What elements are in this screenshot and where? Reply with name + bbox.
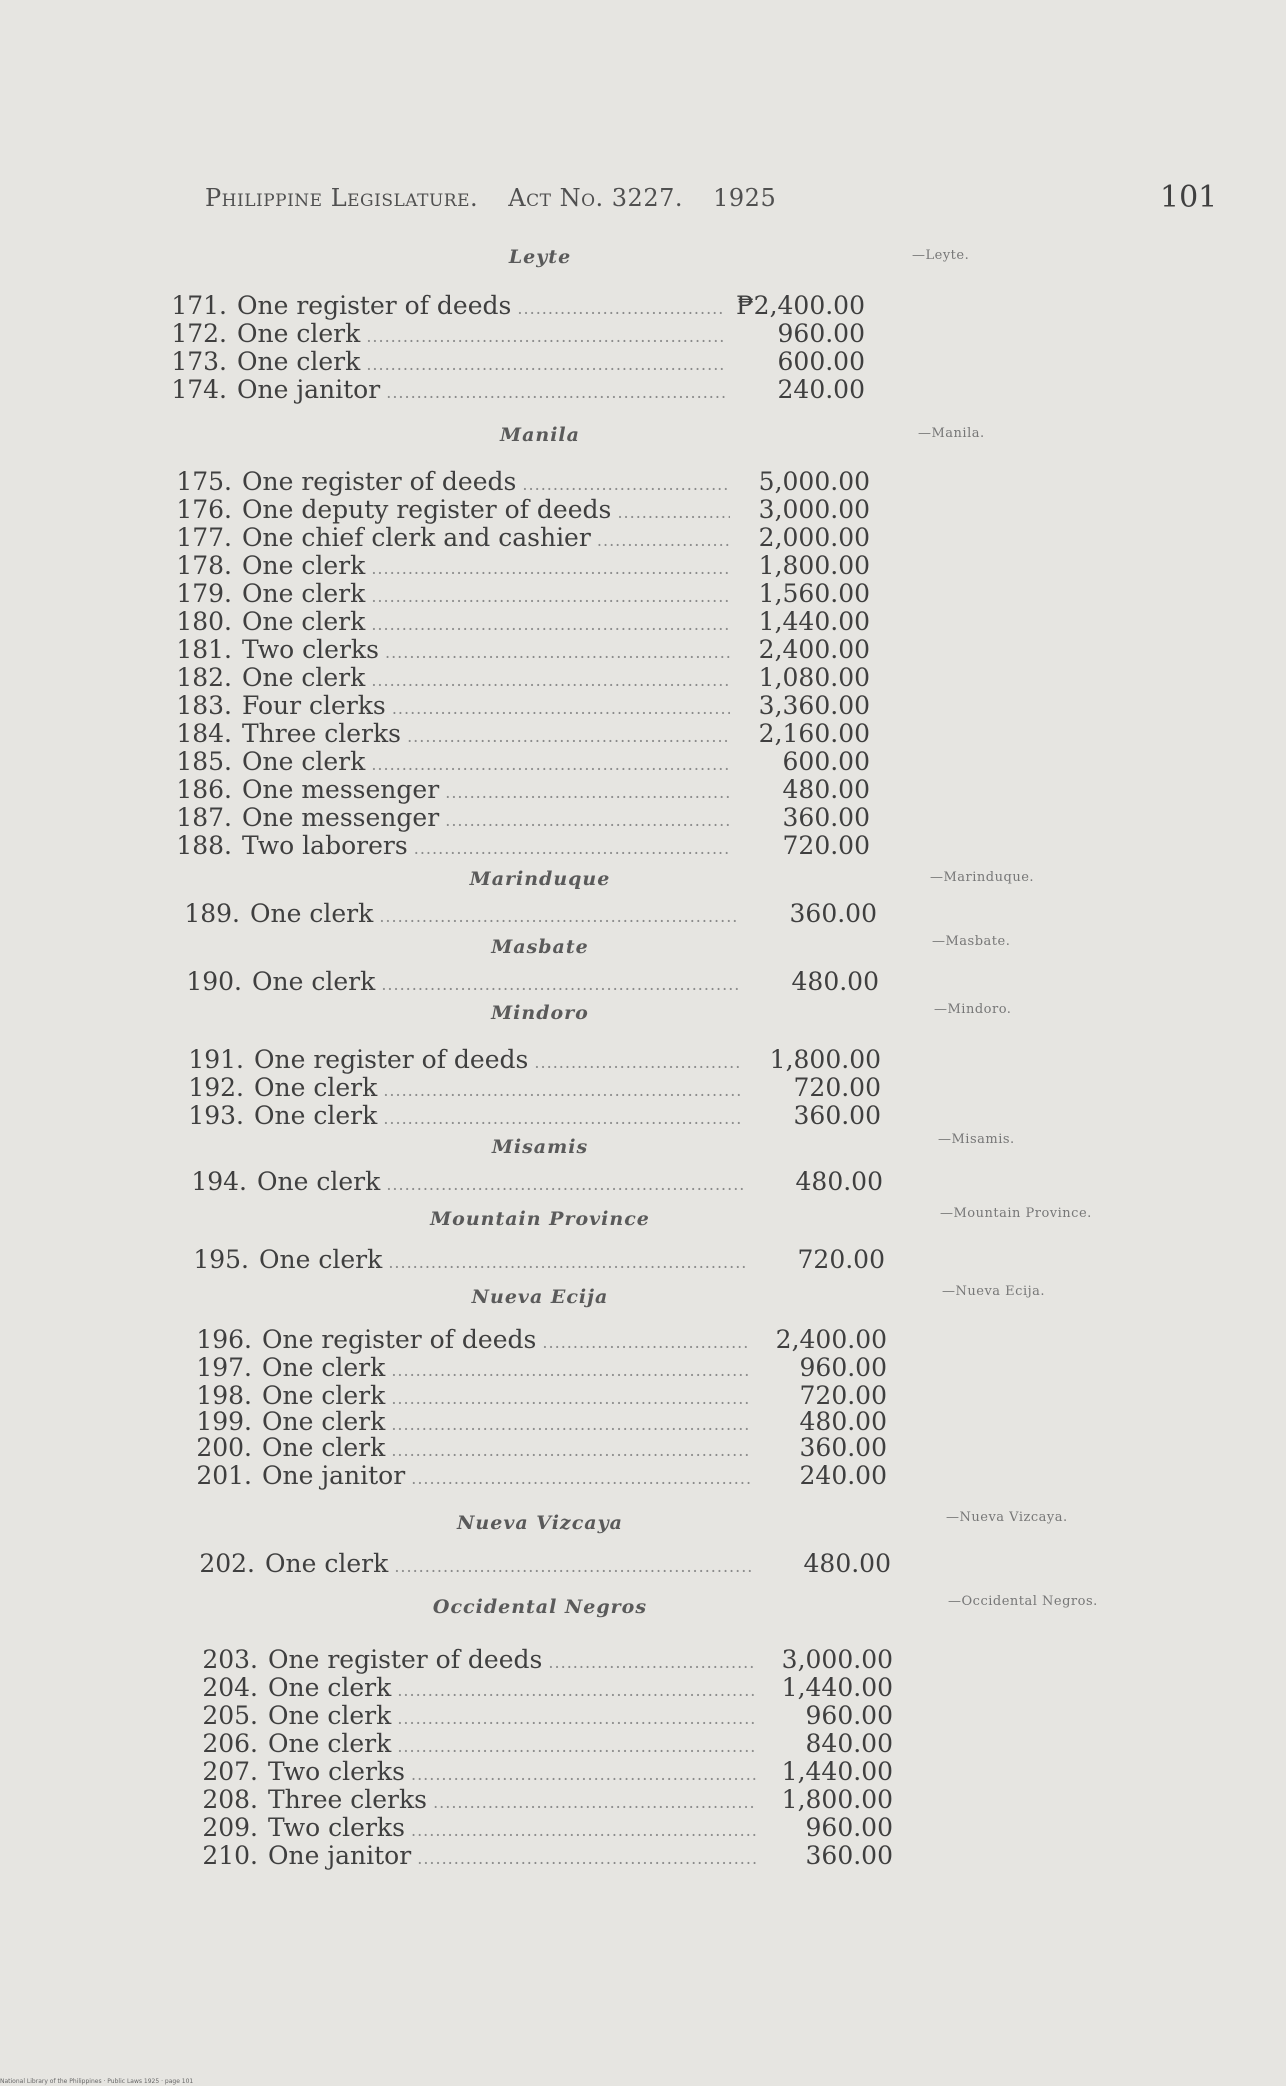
item-number: 196. xyxy=(196,1326,252,1354)
section-title: Masbate xyxy=(491,936,589,958)
item-description xyxy=(196,1702,756,1733)
item-number: 202. xyxy=(199,1550,255,1578)
item-description xyxy=(170,524,730,555)
item-text: One clerk xyxy=(262,1382,386,1410)
item-amount: 1,440.00 xyxy=(781,1757,893,1786)
item-description xyxy=(182,1102,742,1133)
margin-note: —Mindoro. xyxy=(934,1002,1012,1017)
margin-note: —Marinduque. xyxy=(930,870,1035,885)
item-amount: 480.00 xyxy=(791,967,879,996)
item-number: 171. xyxy=(171,292,227,320)
item-text: One register of deeds xyxy=(268,1646,543,1674)
item-description xyxy=(196,1674,756,1705)
item-number: 177. xyxy=(176,524,232,552)
item-description xyxy=(178,900,738,931)
item-text: One clerk xyxy=(262,1354,386,1382)
item-amount: 1,560.00 xyxy=(758,579,870,608)
item-text: Four clerks xyxy=(242,692,386,720)
item-text: Three clerks xyxy=(268,1786,427,1814)
item-text: One clerk xyxy=(242,608,366,636)
item-amount: 1,800.00 xyxy=(769,1045,881,1074)
margin-note: —Misamis. xyxy=(938,1132,1015,1147)
item-number: 178. xyxy=(176,552,232,580)
item-description xyxy=(170,748,730,779)
item-amount: 360.00 xyxy=(805,1841,893,1870)
section-title: Leyte xyxy=(508,246,572,268)
item-text: One register of deeds xyxy=(254,1046,529,1074)
item-text: One register of deeds xyxy=(237,292,512,320)
item-number: 180. xyxy=(176,608,232,636)
item-text: One register of deeds xyxy=(262,1326,537,1354)
item-description xyxy=(170,664,730,695)
item-amount: 480.00 xyxy=(803,1549,891,1578)
item-text: One register of deeds xyxy=(242,468,517,496)
item-description xyxy=(180,968,740,999)
item-description xyxy=(196,1786,756,1817)
item-description xyxy=(170,580,730,611)
item-description xyxy=(165,376,725,407)
item-amount: 360.00 xyxy=(799,1433,887,1462)
item-number: 173. xyxy=(171,348,227,376)
margin-note: —Mountain Province. xyxy=(940,1206,1092,1221)
item-text: Two clerks xyxy=(242,636,379,664)
item-number: 181. xyxy=(176,636,232,664)
margin-note: —Nueva Vizcaya. xyxy=(946,1510,1068,1525)
item-amount: 2,400.00 xyxy=(775,1325,887,1354)
item-number: 199. xyxy=(196,1408,252,1436)
item-amount: 960.00 xyxy=(777,319,865,348)
item-text: One clerk xyxy=(254,1102,378,1130)
item-number: 208. xyxy=(202,1786,258,1814)
item-description xyxy=(196,1730,756,1761)
item-description xyxy=(165,292,725,323)
section-title: Manila xyxy=(500,424,580,446)
item-amount: 480.00 xyxy=(799,1407,887,1436)
item-text: One clerk xyxy=(268,1730,392,1758)
item-description xyxy=(170,608,730,639)
margin-note: —Occidental Negros. xyxy=(948,1594,1098,1609)
item-amount: 1,800.00 xyxy=(781,1785,893,1814)
item-amount: 360.00 xyxy=(782,803,870,832)
item-amount: 480.00 xyxy=(782,775,870,804)
item-number: 195. xyxy=(193,1246,249,1274)
item-amount: 3,360.00 xyxy=(758,691,870,720)
item-description xyxy=(170,636,730,667)
item-number: 190. xyxy=(186,968,242,996)
running-header xyxy=(205,184,776,212)
item-amount: 600.00 xyxy=(777,347,865,376)
item-text: One messenger xyxy=(242,776,440,804)
item-number: 182. xyxy=(176,664,232,692)
item-amount: 960.00 xyxy=(805,1701,893,1730)
item-text: One clerk xyxy=(257,1168,381,1196)
item-amount: 360.00 xyxy=(793,1101,881,1130)
item-number: 198. xyxy=(196,1382,252,1410)
item-amount: 840.00 xyxy=(805,1729,893,1758)
item-text: One messenger xyxy=(242,804,440,832)
item-text: One clerk xyxy=(262,1434,386,1462)
item-description xyxy=(193,1550,753,1581)
header-act-number: Act No. 3227. xyxy=(508,184,683,212)
item-amount: 1,440.00 xyxy=(781,1673,893,1702)
item-text: Three clerks xyxy=(242,720,401,748)
item-number: 204. xyxy=(202,1674,258,1702)
item-number: 184. xyxy=(176,720,232,748)
section-title: Marinduque xyxy=(469,868,611,890)
item-amount: 480.00 xyxy=(795,1167,883,1196)
item-number: 185. xyxy=(176,748,232,776)
header-year: 1925 xyxy=(713,184,777,212)
item-number: 172. xyxy=(171,320,227,348)
item-text: One janitor xyxy=(268,1842,412,1870)
item-number: 188. xyxy=(176,832,232,860)
item-description xyxy=(182,1046,742,1077)
item-amount: 240.00 xyxy=(777,375,865,404)
item-description xyxy=(170,496,730,527)
item-description xyxy=(170,468,730,499)
item-number: 183. xyxy=(176,692,232,720)
item-text: One clerk xyxy=(254,1074,378,1102)
item-amount: ₱2,400.00 xyxy=(736,291,865,320)
item-amount: 2,400.00 xyxy=(758,635,870,664)
item-description xyxy=(196,1646,756,1677)
item-number: 193. xyxy=(188,1102,244,1130)
item-description xyxy=(190,1326,750,1357)
margin-note: —Masbate. xyxy=(932,934,1011,949)
item-number: 194. xyxy=(191,1168,247,1196)
item-amount: 2,000.00 xyxy=(758,523,870,552)
item-description xyxy=(165,320,725,351)
item-description xyxy=(190,1434,750,1465)
item-number: 200. xyxy=(196,1434,252,1462)
item-description xyxy=(187,1246,747,1277)
item-amount: 720.00 xyxy=(782,831,870,860)
section-title: Mountain Province xyxy=(430,1208,650,1230)
section-title: Nueva Vizcaya xyxy=(457,1512,623,1534)
item-text: One clerk xyxy=(250,900,374,928)
item-amount: 5,000.00 xyxy=(758,467,870,496)
item-amount: 960.00 xyxy=(805,1813,893,1842)
item-number: 203. xyxy=(202,1646,258,1674)
item-description xyxy=(170,552,730,583)
item-amount: 360.00 xyxy=(789,899,877,928)
item-description xyxy=(165,348,725,379)
item-description xyxy=(182,1074,742,1105)
item-description xyxy=(196,1814,756,1845)
item-text: One clerk xyxy=(242,552,366,580)
item-amount: 720.00 xyxy=(799,1381,887,1410)
item-text: One clerk xyxy=(259,1246,383,1274)
section-title: Misamis xyxy=(491,1136,589,1158)
page-number: 101 xyxy=(1160,180,1218,215)
item-number: 201. xyxy=(196,1462,252,1490)
item-number: 206. xyxy=(202,1730,258,1758)
item-number: 205. xyxy=(202,1702,258,1730)
item-text: One clerk xyxy=(237,320,361,348)
item-number: 179. xyxy=(176,580,232,608)
item-number: 187. xyxy=(176,804,232,832)
item-text: One clerk xyxy=(242,748,366,776)
item-description xyxy=(170,692,730,723)
item-text: Two clerks xyxy=(268,1814,405,1842)
item-number: 192. xyxy=(188,1074,244,1102)
item-amount: 600.00 xyxy=(782,747,870,776)
item-amount: 1,800.00 xyxy=(758,551,870,580)
item-description xyxy=(185,1168,745,1199)
item-description xyxy=(170,804,730,835)
item-amount: 2,160.00 xyxy=(758,719,870,748)
item-amount: 1,080.00 xyxy=(758,663,870,692)
item-description xyxy=(170,720,730,751)
item-amount: 3,000.00 xyxy=(758,495,870,524)
item-text: One clerk xyxy=(252,968,376,996)
item-amount: 720.00 xyxy=(797,1245,885,1274)
item-number: 176. xyxy=(176,496,232,524)
item-number: 197. xyxy=(196,1354,252,1382)
item-text: One janitor xyxy=(262,1462,406,1490)
item-amount: 960.00 xyxy=(799,1353,887,1382)
item-text: Two laborers xyxy=(242,832,408,860)
header-legislature: Philippine Legislature. xyxy=(205,184,479,212)
item-number: 189. xyxy=(184,900,240,928)
item-text: One janitor xyxy=(237,376,381,404)
margin-note: —Manila. xyxy=(918,426,985,441)
margin-note: —Nueva Ecija. xyxy=(942,1284,1046,1299)
section-title: Mindoro xyxy=(491,1002,589,1024)
item-text: One clerk xyxy=(242,580,366,608)
item-number: 186. xyxy=(176,776,232,804)
item-number: 174. xyxy=(171,376,227,404)
archive-footer: National Library of the Philippines · Public Laws 1925 · page 101 xyxy=(0,2078,194,2085)
item-text: One clerk xyxy=(237,348,361,376)
item-text: One clerk xyxy=(262,1408,386,1436)
item-number: 209. xyxy=(202,1814,258,1842)
item-description xyxy=(190,1462,750,1493)
item-number: 191. xyxy=(188,1046,244,1074)
item-description xyxy=(196,1758,756,1789)
section-title: Nueva Ecija xyxy=(471,1286,609,1308)
item-number: 210. xyxy=(202,1842,258,1870)
margin-note: —Leyte. xyxy=(912,248,970,263)
item-text: One clerk xyxy=(268,1702,392,1730)
item-amount: 240.00 xyxy=(799,1461,887,1490)
item-description xyxy=(196,1842,756,1873)
item-description xyxy=(170,776,730,807)
item-number: 175. xyxy=(176,468,232,496)
item-amount: 1,440.00 xyxy=(758,607,870,636)
item-text: One clerk xyxy=(242,664,366,692)
item-text: One clerk xyxy=(268,1674,392,1702)
item-description xyxy=(170,832,730,863)
item-amount: 720.00 xyxy=(793,1073,881,1102)
item-text: Two clerks xyxy=(268,1758,405,1786)
item-amount: 3,000.00 xyxy=(781,1645,893,1674)
item-text: One chief clerk and cashier xyxy=(242,524,591,552)
item-text: One clerk xyxy=(265,1550,389,1578)
section-title: Occidental Negros xyxy=(432,1596,648,1618)
item-description xyxy=(190,1354,750,1385)
item-number: 207. xyxy=(202,1758,258,1786)
item-text: One deputy register of deeds xyxy=(242,496,612,524)
